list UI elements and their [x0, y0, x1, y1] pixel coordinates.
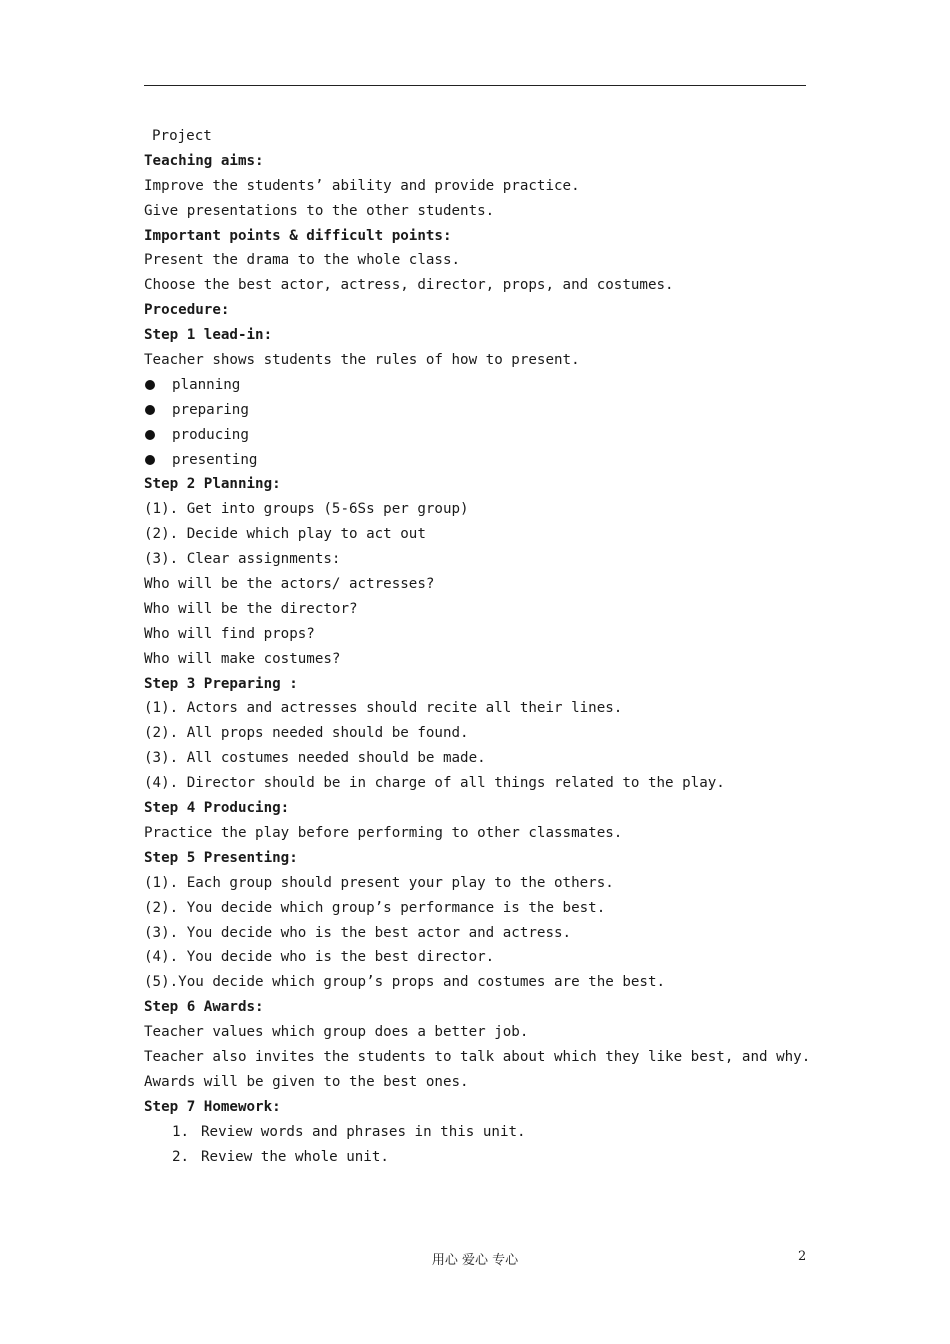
- step4-heading: Step 4 Producing:: [144, 800, 290, 817]
- step3-heading: Step 3 Preparing :: [144, 675, 298, 692]
- step2-line: Who will be the actors/ actresses?: [144, 576, 435, 593]
- points-line: Choose the best actor, actress, director, props, and costumes.: [144, 277, 674, 294]
- step6-line: Teacher also invites the students to talk about which they like best, and why.: [144, 1048, 811, 1065]
- bullet-item: [144, 448, 824, 473]
- homework-text: Review words and phrases in this unit.: [201, 1123, 526, 1140]
- step2-line: (1). Get into groups (5-6Ss per group): [144, 501, 469, 518]
- step5-line: (4). You decide who is the best director.: [144, 949, 495, 966]
- step2-line: Who will be the director?: [144, 600, 358, 617]
- step5-line: (1). Each group should present your play to the others.: [144, 874, 614, 891]
- step5-heading: Step 5 Presenting:: [144, 849, 298, 866]
- step3-line: (4). Director should be in charge of all things related to the play.: [144, 775, 725, 792]
- header-rule: [144, 85, 806, 86]
- step2-line: (3). Clear assignments:: [144, 551, 341, 568]
- step2-line: (2). Decide which play to act out: [144, 526, 426, 543]
- homework-number: 1.: [172, 1123, 190, 1140]
- step6-line: Awards will be given to the best ones.: [144, 1073, 469, 1090]
- teaching-aims-heading: Teaching aims:: [144, 152, 264, 169]
- bullet-item: [144, 398, 824, 423]
- bullet-icon: [145, 405, 155, 415]
- step1-text: Teacher shows students the rules of how to present.: [144, 352, 580, 369]
- step5-line: (2). You decide which group’s performance is the best.: [144, 899, 606, 916]
- bullet-item: [144, 373, 824, 398]
- bullet-text: presenting: [172, 451, 258, 468]
- step6-heading: Step 6 Awards:: [144, 999, 264, 1016]
- document-body: [144, 124, 824, 1169]
- aims-line: Give presentations to the other students.: [144, 202, 495, 219]
- bullet-icon: [145, 455, 155, 465]
- step3-line: (1). Actors and actresses should recite all their lines.: [144, 700, 623, 717]
- homework-number: 2.: [172, 1148, 190, 1165]
- step7-heading: Step 7 Homework:: [144, 1098, 281, 1115]
- bullet-icon: [145, 380, 155, 390]
- step2-heading: Step 2 Planning:: [144, 476, 281, 493]
- step2-line: Who will make costumes?: [144, 650, 341, 667]
- page-number: 2: [798, 1249, 807, 1264]
- aims-line: Improve the students’ ability and provide practice.: [144, 177, 580, 194]
- points-line: Present the drama to the whole class.: [144, 252, 461, 269]
- homework-item: [144, 1120, 824, 1145]
- bullet-item: [144, 423, 824, 448]
- bullet-text: preparing: [172, 401, 249, 418]
- step3-line: (2). All props needed should be found.: [144, 725, 469, 742]
- important-points-heading: Important points & difficult points:: [144, 227, 452, 244]
- bullet-icon: [145, 430, 155, 440]
- step5-line: (3). You decide who is the best actor and actress.: [144, 924, 572, 941]
- homework-text: Review the whole unit.: [201, 1148, 389, 1165]
- procedure-heading: Procedure:: [144, 302, 230, 319]
- step1-heading: Step 1 lead-in:: [144, 327, 273, 344]
- bullet-text: producing: [172, 426, 249, 443]
- step5-line: (5).You decide which group’s props and costumes are the best.: [144, 974, 666, 991]
- step4-line: Practice the play before performing to other classmates.: [144, 824, 623, 841]
- step2-line: Who will find props?: [144, 625, 315, 642]
- homework-item: [144, 1145, 824, 1170]
- bullet-text: planning: [172, 376, 241, 393]
- footer-motto: 用心 爱心 专心: [431, 1253, 519, 1268]
- document-title: Project: [152, 128, 212, 144]
- step6-line: Teacher values which group does a better job.: [144, 1024, 529, 1041]
- step3-line: (3). All costumes needed should be made.: [144, 750, 486, 767]
